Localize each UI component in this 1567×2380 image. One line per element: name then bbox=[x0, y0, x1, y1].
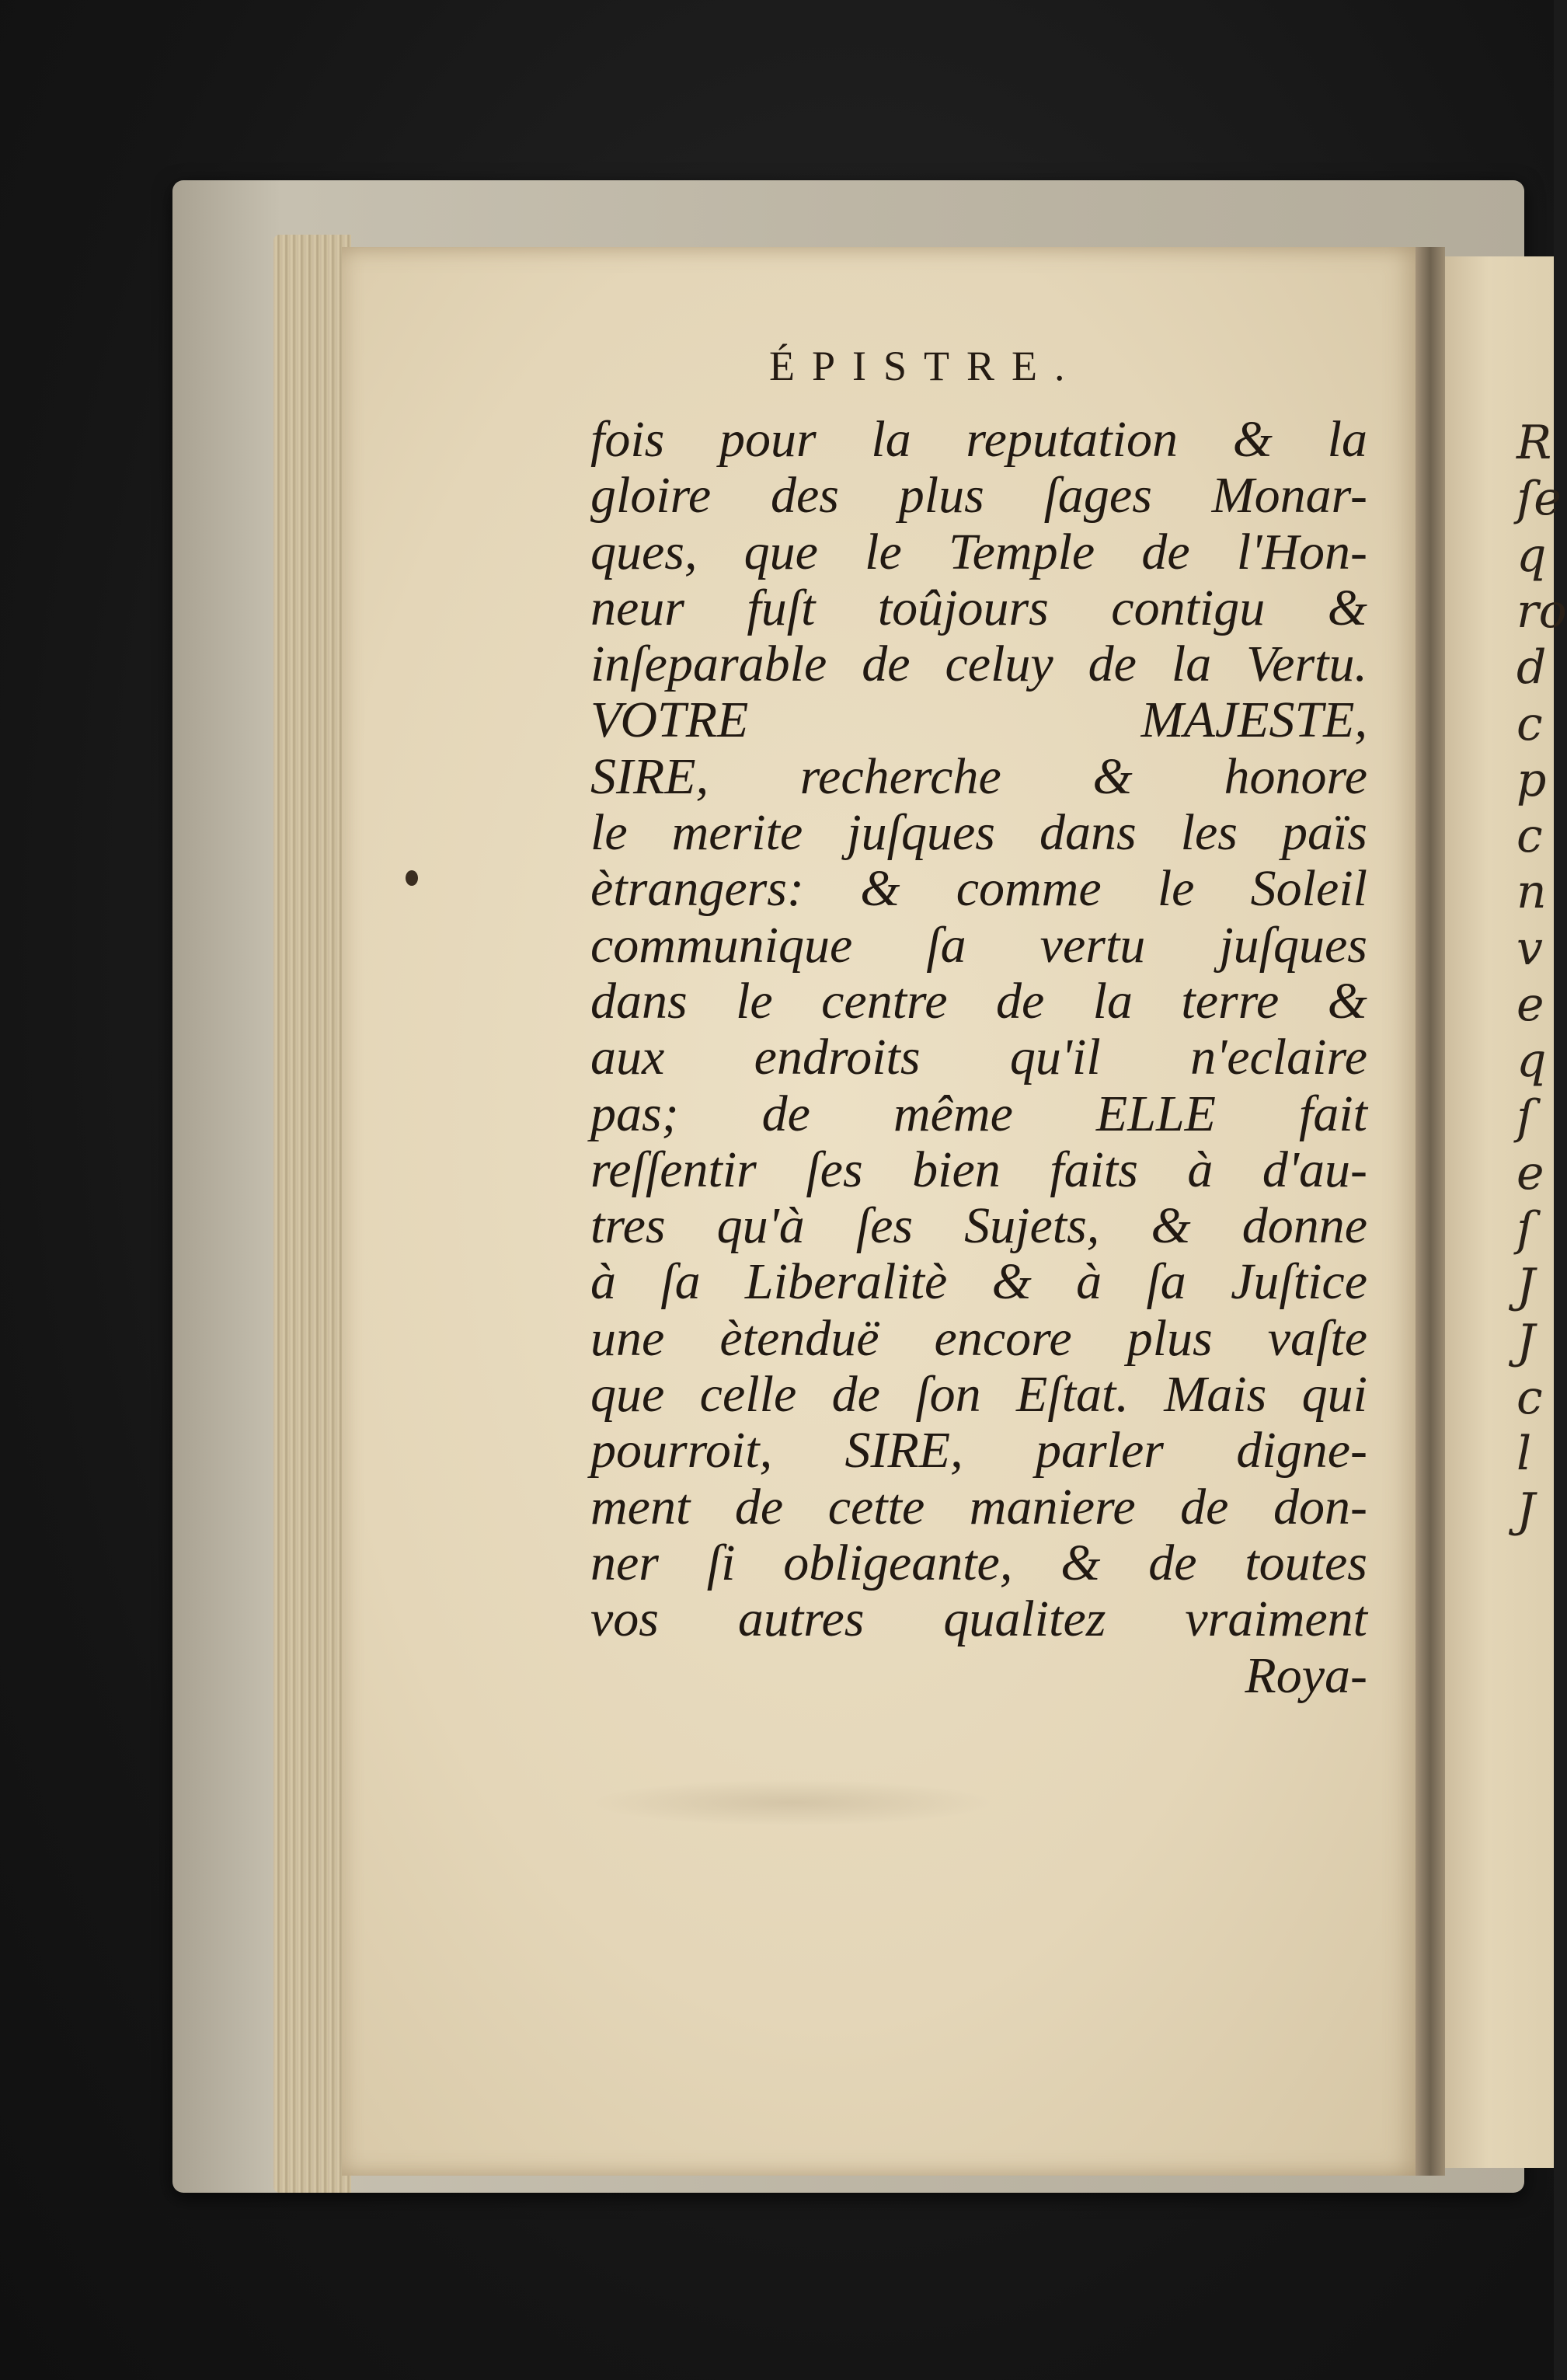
facing-page-fragment: e bbox=[1517, 977, 1544, 1032]
facing-page-fragment: e bbox=[1517, 1145, 1544, 1200]
text-block bbox=[590, 412, 1367, 1704]
facing-page-fragment: d bbox=[1517, 640, 1547, 695]
text-line: ques, que le Temple de l'Hon- bbox=[590, 523, 1367, 580]
text-line: à ſa Liberalitè & à ſa Juſtice bbox=[590, 1253, 1367, 1311]
text-line: aux endroits qu'il n'eclaire bbox=[590, 1029, 1367, 1086]
text-line: neur fuſt toûjours contigu & bbox=[590, 579, 1367, 636]
text-line: communique ſa vertu juſques bbox=[590, 916, 1367, 974]
facing-page-fragment: ſ bbox=[1517, 1089, 1534, 1145]
text-line: ner ſi obligeante, & de toutes bbox=[590, 1534, 1367, 1591]
facing-page-fragment: R bbox=[1517, 416, 1552, 470]
facing-page-fragment: ſ bbox=[1517, 1202, 1534, 1257]
facing-page-fragment: J bbox=[1517, 1483, 1536, 1538]
facing-page-fragment: n bbox=[1517, 865, 1547, 920]
facing-page-fragment: q bbox=[1517, 1033, 1547, 1089]
text-line: tres qu'à ſes Sujets, & donne bbox=[590, 1197, 1367, 1255]
text-line: inſeparable de celuy de la Vertu. bbox=[590, 636, 1367, 693]
text-line: pourroit, SIRE, parler digne- bbox=[590, 1422, 1367, 1479]
text-line: le merite juſques dans les païs bbox=[590, 804, 1367, 862]
page-edges bbox=[273, 235, 351, 2193]
facing-page-fragment: v bbox=[1517, 921, 1543, 976]
facing-page-fragment: p bbox=[1517, 752, 1547, 807]
text-line: vos autres qualitez vraiment bbox=[590, 1591, 1367, 1648]
text-line: dans le centre de la terre & bbox=[590, 972, 1367, 1030]
text-line: que celle de ſon Eſtat. Mais qui bbox=[590, 1366, 1367, 1423]
show-through-stain bbox=[590, 1779, 994, 1826]
text-line: une ètenduë encore plus vaſte bbox=[590, 1309, 1367, 1367]
text-line: fois pour la reputation & la bbox=[590, 411, 1367, 468]
text-line: SIRE, recherche & honore bbox=[590, 747, 1367, 805]
text-line: pas; de même ELLE fait bbox=[590, 1085, 1367, 1142]
text-line: VOTRE MAJESTE, bbox=[590, 692, 1367, 749]
catchword: Roya- bbox=[1245, 1646, 1367, 1704]
facing-page-fragment: J bbox=[1517, 1314, 1536, 1369]
facing-page-fragment: c bbox=[1517, 696, 1543, 751]
book-gutter bbox=[1416, 247, 1445, 2176]
facing-page-fragment: ſe bbox=[1517, 472, 1562, 527]
text-line: reſſentir ſes bien faits à d'au- bbox=[590, 1141, 1367, 1198]
facing-page-fragment: l bbox=[1517, 1427, 1532, 1482]
ink-spot bbox=[406, 870, 418, 886]
facing-page-fragment: q bbox=[1517, 528, 1547, 583]
facing-page-fragment: c bbox=[1517, 809, 1543, 864]
text-line: ètrangers: & comme le Soleil bbox=[590, 860, 1367, 918]
text-line: gloire des plus ſages Monar- bbox=[590, 467, 1367, 524]
facing-page-fragment: ro bbox=[1517, 584, 1567, 639]
facing-page-fragment: c bbox=[1517, 1371, 1543, 1426]
text-line: ment de cette maniere de don- bbox=[590, 1478, 1367, 1535]
facing-page-fragment: J bbox=[1517, 1258, 1536, 1313]
running-header: ÉPISTRE. bbox=[769, 343, 1082, 389]
